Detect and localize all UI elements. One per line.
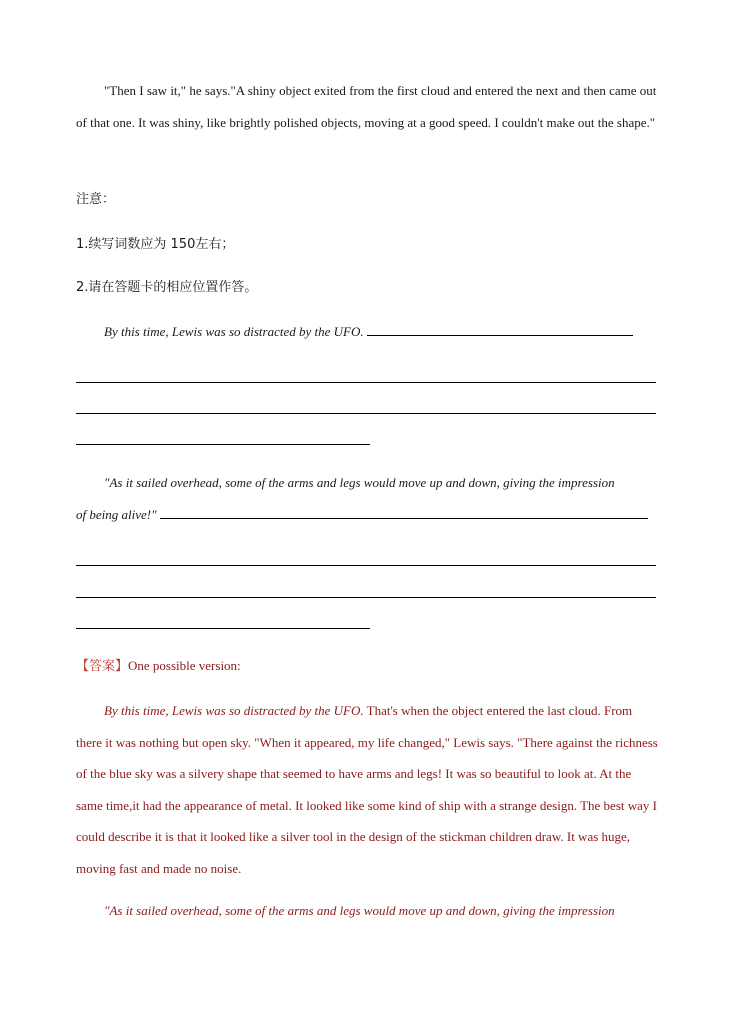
- answer-label: 【答案】: [76, 659, 129, 674]
- answer-header: [76, 650, 660, 683]
- answer-line[interactable]: [76, 628, 370, 629]
- answer-line[interactable]: [76, 444, 370, 445]
- answer-p1-italic: By this time, Lewis was so distracted by the UFO.: [104, 703, 364, 718]
- answer-intro: One possible version:: [128, 658, 241, 673]
- answer-p1-text: That's when the object entered the last cloud. From there it was nothing but open sky. "When it appeared, my life changed," Lewis says. "There against the richness of the blue sky was a silvery shape that seemed to have arms and legs! It was so beautiful to look at. At the same time,it had the appearance of metal. It looked like some kind of ship with a strange design. The best way I could describe it is that it looked like a silver tool in the design of the stickman children draw. It was huge, moving fast and made no noise.: [76, 703, 658, 876]
- prompt-2-line2: of being alive!": [76, 507, 157, 522]
- notes-item-1: 1.续写词数应为 150左右；: [76, 237, 235, 252]
- prompt-2-blank[interactable]: [160, 504, 648, 519]
- notes-item-2: 2.请在答题卡的相应位置作答。: [76, 280, 258, 295]
- prompt-1-blank[interactable]: [367, 321, 633, 336]
- story-paragraph: "Then I saw it," he says."A shiny object exited from the first cloud and entered the next and then came out of that one. It was shiny, like brightly polished objects, moving at a good speed. I couldn't make out the shape.": [76, 83, 657, 130]
- prompt-1-text: By this time, Lewis was so distracted by the UFO.: [104, 324, 364, 339]
- answer-line[interactable]: [76, 382, 656, 383]
- answer-paragraph-1: [76, 695, 660, 884]
- answer-line[interactable]: [76, 597, 656, 598]
- notes-heading: 注意：: [76, 192, 116, 207]
- answer-line[interactable]: [76, 413, 656, 414]
- answer-line[interactable]: [76, 565, 656, 566]
- prompt-2-line1: "As it sailed overhead, some of the arms and legs would move up and down, giving the impression: [104, 475, 615, 490]
- answer-p2-italic: "As it sailed overhead, some of the arms and legs would move up and down, giving the impression: [104, 903, 615, 918]
- prompt-2: [76, 467, 660, 499]
- prompt-2-second-line: [76, 499, 660, 531]
- answer-paragraph-2: [76, 895, 660, 927]
- prompt-1: [76, 316, 660, 348]
